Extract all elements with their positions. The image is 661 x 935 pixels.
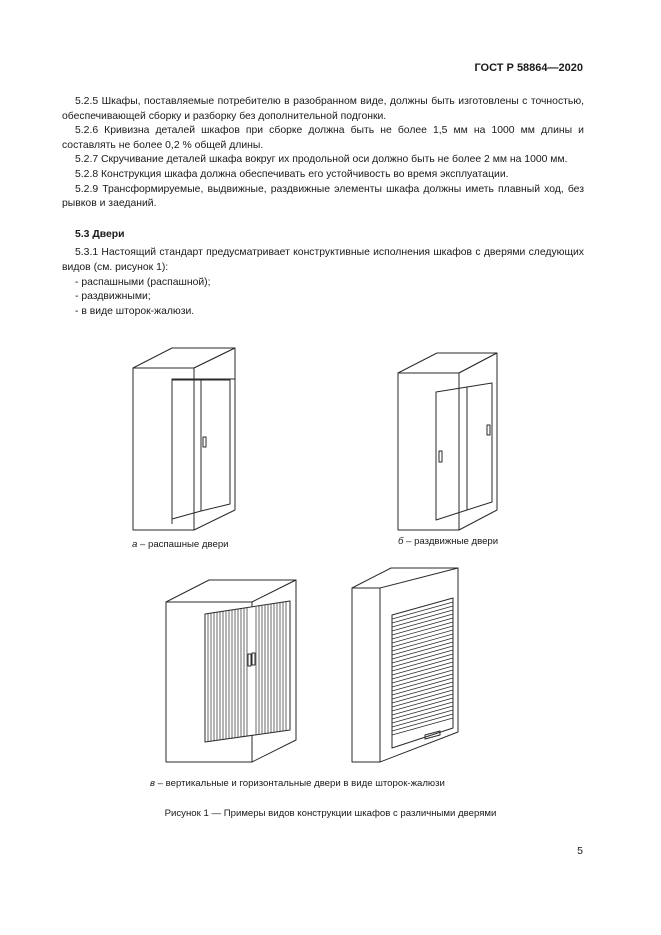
section-heading: 5.3 Двери: [75, 228, 125, 240]
document-header: ГОСТ Р 58864—2020: [474, 62, 583, 74]
paragraph-5-2-7: 5.2.7 Скручивание деталей шкафа вокруг их продольной оси должно быть не более 2 мм на 1000 мм.: [75, 154, 568, 166]
cabinet-vertical-tambour: [166, 580, 296, 762]
caption-c-letter: в: [150, 778, 156, 789]
caption-b-letter: б: [398, 536, 404, 547]
paragraph-5-3-1: 5.3.1 Настоящий стандарт предусматривает конструктивные исполнения шкафов с дверями следующих видов (см. рисунок 1):: [62, 247, 584, 273]
cabinet-sliding-doors: [398, 353, 497, 530]
caption-a-text: – распашные двери: [137, 539, 229, 550]
caption-c-text: – вертикальные и горизонтальные двери в виде шторок-жалюзи: [155, 778, 445, 789]
paragraph-5-2-9: 5.2.9 Трансформируемые, выдвижные, раздвижные элементы шкафа должны иметь плавный ход, без рывков и заеданий.: [62, 183, 584, 210]
caption-b: [398, 536, 498, 547]
caption-b-text: – раздвижные двери: [403, 536, 499, 547]
page-number: 5: [577, 845, 583, 857]
caption-c: [150, 778, 445, 789]
cabinet-horizontal-tambour: [352, 568, 458, 762]
paragraph-5-2-6: 5.2.6 Кривизна деталей шкафов при сборке должна быть не более 1,5 мм на 1000 мм длины и составлять не более 0,2 % общей длины.: [62, 125, 584, 151]
cabinet-hinged-doors: [133, 348, 235, 530]
caption-a-letter: а: [132, 539, 138, 550]
list-item: - в виде шторок-жалюзи.: [75, 305, 195, 317]
caption-a: [132, 539, 229, 550]
list-item: - раздвижными;: [75, 291, 151, 303]
paragraph-5-2-5: 5.2.5 Шкафы, поставляемые потребителю в разобранном виде, должны быть изготовлены с точностью, обеспечивающей сборку и разборку без дополнительной подгонки.: [62, 96, 584, 122]
paragraph-5-2-8: 5.2.8 Конструкция шкафа должна обеспечивать его устойчивость во время эксплуатации.: [75, 168, 509, 180]
figure-caption: Рисунок 1 — Примеры видов конструкции шкафов с различными дверями: [164, 808, 497, 819]
list-item: - распашными (распашной);: [75, 276, 211, 288]
